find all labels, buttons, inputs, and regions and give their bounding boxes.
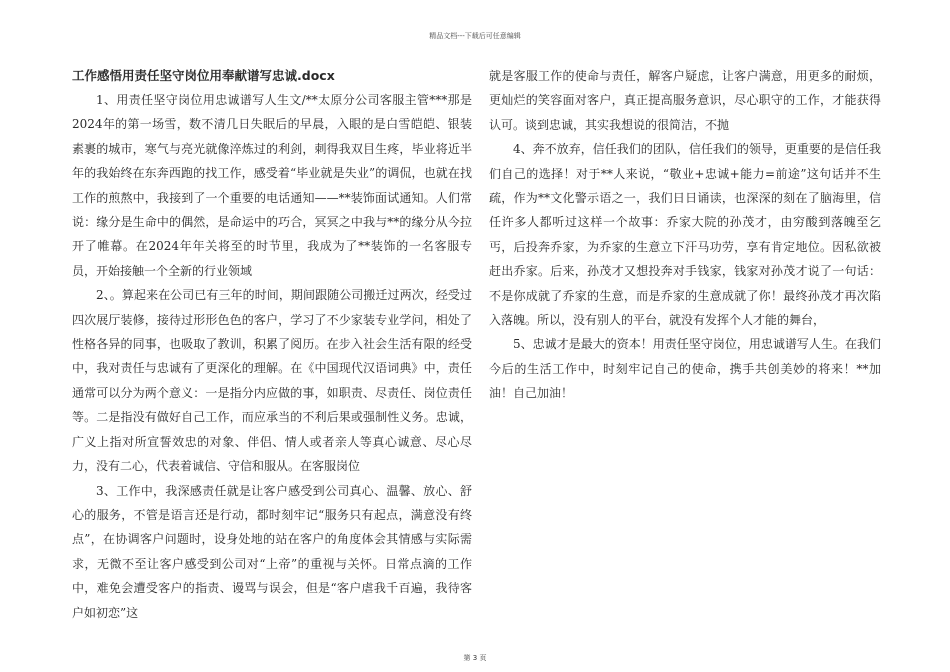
page-header-note: 精品文档---下载后可任意编辑 (429, 32, 521, 40)
paragraph-4: 4、奔不放弃，信任我们的团队，信任我们的领导，更重要的是信任我们自己的选择！对于**人来说，“敬业+忠诚+能力=前途”这句话并不生疏，作为**文化警示语之一，我们日日诵读，也深深的刻在了脑海里，信任许多人都听过这样一个故事：乔家大院的孙茂才，由穷酸到落魄至乞丐，后投奔乔家，为乔家的生意立下汗马功劳，享有肯定地位。因私欲被赶出乔家。后来，孙茂才又想投奔对手钱家，钱家对孙茂才说了一句话：不是你成就了乔家的生意，而是乔家的生意成就了你！最终孙茂才再次陷入落魄。所以，没有别人的平台，就没有发挥个人才能的舞台， (489, 142, 881, 328)
right-column (489, 64, 881, 406)
left-column (72, 64, 472, 625)
paragraph-2: 2、。算起来在公司已有三年的时间，期间跟随公司搬迁过两次，经受过四次展厅装修，接待过形形色色的客户，学习了不少家装专业学问，相处了性格各异的同事，也吸取了教训，积累了阅历。在步入社会生活有限的经受中，我对责任与忠诚有了更深化的理解。在《中国现代汉语词典》中，责任通常可以分为两个意义：一是指分内应做的事，如职责、尽责任、岗位责任等。二是指没有做好自己工作，而应承当的不利后果或强制性义务。忠诚，广义上指对所宣誓效忠的对象、伴侣、情人或者亲人等真心诚意、尽心尽力，没有二心，代表着诚信、守信和服从。在客服岗位 (72, 288, 472, 474)
paragraph-5: 5、忠诚才是最大的资本！用责任坚守岗位，用忠诚谱写人生。在我们今后的生活工作中，时刻牢记自己的使命，携手共创美妙的将来！**加油！自己加油！ (489, 337, 881, 401)
paragraph-3: 3、工作中，我深感责任就是让客户感受到公司真心、温馨、放心、舒心的服务，不管是语言还是行动，都时刻牢记“服务只有起点，满意没有终点”，在协调客户问题时，设身处地的站在客户的角度体会其情感与实际需求，无微不至让客户感受到公司对“上帝”的重视与关怀。日常点滴的工作中，难免会遭受客户的指责、谩骂与误会，但是“客户虐我千百遍，我待客户如初恋”这 (72, 483, 472, 620)
paragraph-3-continued: 就是客服工作的使命与责任，解客户疑虑，让客户满意，用更多的耐烦，更灿烂的笑容面对客户，真正提高服务意识，尽心职守的工作，才能获得认可。谈到忠诚，其实我想说的很简洁，不抛 (489, 69, 881, 132)
page-number: 第 3 页 (463, 654, 487, 662)
document-title: 工作感悟用责任坚守岗位用奉献谱写忠诚.docx (72, 68, 335, 83)
paragraph-1: 1、用责任坚守岗位用忠诚谱写人生文/**太原分公司客服主管***那是2024年的第一场雪，数不清几日失眠后的早晨，入眼的是白雪皑皑、银装素裹的城市，寒气与亮光就像淬炼过的利剑，刺得我双目生疼，毕业将近半年的我始终在东奔西跑的找工作，感受着“毕业就是失业”的调侃，也就在找工作的煎熬中，我接到了一个重要的电话通知——**装饰面试通知。人们常说：缘分是生命中的偶然，是命运中的巧合，冥冥之中我与**的缘分从今拉开了帷幕。在2024年年关将至的时节里，我成为了**装饰的一名客服专员，开始接触一个全新的行业领域 (72, 93, 472, 278)
